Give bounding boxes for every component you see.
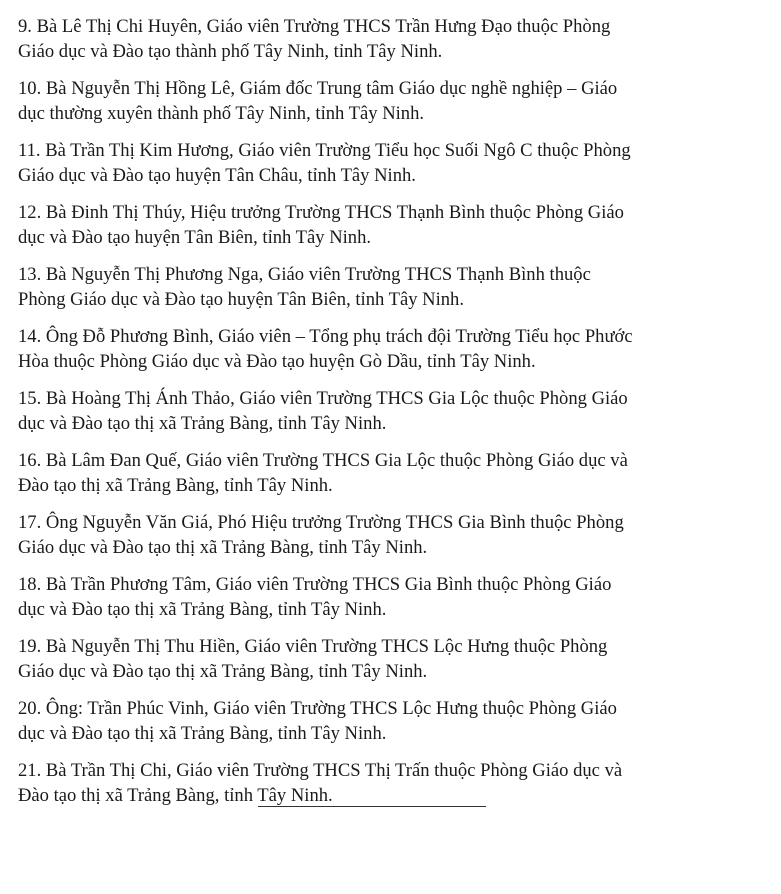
item-line-2: Phòng Giáo dục và Đào tạo huyện Tân Biên, tỉnh Tây Ninh. — [18, 289, 465, 310]
item-line-1: 17. Ông Nguyễn Văn Giá, Phó Hiệu trưởng Trường THCS Gia Bình thuộc Phòng — [18, 512, 624, 533]
end-divider — [258, 806, 486, 807]
item-line-2: Giáo dục và Đào tạo thị xã Trảng Bàng, tỉnh Tây Ninh. — [18, 661, 428, 682]
item-line-2: dục và Đào tạo thị xã Trảng Bàng, tỉnh Tây Ninh. — [18, 599, 387, 620]
item-line-1: 12. Bà Đinh Thị Thúy, Hiệu trưởng Trường THCS Thạnh Bình thuộc Phòng Giáo — [18, 202, 624, 223]
item-line-1: 11. Bà Trần Thị Kim Hương, Giáo viên Trường Tiểu học Suối Ngô C thuộc Phòng — [18, 140, 631, 161]
item-line-2: Giáo dục và Đào tạo thị xã Trảng Bàng, tỉnh Tây Ninh. — [18, 537, 428, 558]
list-item-21 — [18, 758, 758, 808]
item-line-1: 19. Bà Nguyễn Thị Thu Hiền, Giáo viên Trường THCS Lộc Hưng thuộc Phòng — [18, 636, 608, 657]
list-item-9 — [18, 14, 758, 64]
list-item-16 — [18, 448, 758, 498]
item-line-2: Hòa thuộc Phòng Giáo dục và Đào tạo huyện Gò Dầu, tỉnh Tây Ninh. — [18, 351, 536, 372]
item-line-1: 15. Bà Hoàng Thị Ánh Thảo, Giáo viên Trường THCS Gia Lộc thuộc Phòng Giáo — [18, 388, 628, 409]
list-item-10 — [18, 76, 758, 126]
item-line-1: 9. Bà Lê Thị Chi Huyên, Giáo viên Trường THCS Trần Hưng Đạo thuộc Phòng — [18, 16, 611, 37]
list-item-17 — [18, 510, 758, 560]
item-line-2: dục và Đào tạo thị xã Trảng Bàng, tỉnh Tây Ninh. — [18, 723, 387, 744]
document-page — [18, 14, 758, 820]
item-line-1: 14. Ông Đỗ Phương Bình, Giáo viên – Tổng phụ trách đội Trường Tiểu học Phước — [18, 326, 633, 347]
list-item-14 — [18, 324, 758, 374]
item-line-1: 20. Ông: Trần Phúc Vinh, Giáo viên Trường THCS Lộc Hưng thuộc Phòng Giáo — [18, 698, 617, 719]
list-item-18 — [18, 572, 758, 622]
list-item-12 — [18, 200, 758, 250]
item-line-1: 21. Bà Trần Thị Chi, Giáo viên Trường THCS Thị Trấn thuộc Phòng Giáo dục và — [18, 760, 623, 781]
list-item-11 — [18, 138, 758, 188]
item-line-2: dục và Đào tạo thị xã Trảng Bàng, tỉnh Tây Ninh. — [18, 413, 387, 434]
list-item-20 — [18, 696, 758, 746]
item-line-1: 16. Bà Lâm Đan Quế, Giáo viên Trường THCS Gia Lộc thuộc Phòng Giáo dục và — [18, 450, 628, 471]
list-item-15 — [18, 386, 758, 436]
item-line-2: dục thường xuyên thành phố Tây Ninh, tỉnh Tây Ninh. — [18, 103, 425, 124]
item-line-2: Đào tạo thị xã Trảng Bàng, tỉnh Tây Ninh. — [18, 475, 333, 496]
item-line-2: Giáo dục và Đào tạo thành phố Tây Ninh, tỉnh Tây Ninh. — [18, 41, 443, 62]
list-item-13 — [18, 262, 758, 312]
item-line-1: 10. Bà Nguyễn Thị Hồng Lê, Giám đốc Trung tâm Giáo dục nghề nghiệp – Giáo — [18, 78, 618, 99]
item-line-1: 13. Bà Nguyễn Thị Phương Nga, Giáo viên Trường THCS Thạnh Bình thuộc — [18, 264, 591, 285]
item-line-1: 18. Bà Trần Phương Tâm, Giáo viên Trường THCS Gia Bình thuộc Phòng Giáo — [18, 574, 612, 595]
item-line-2: Giáo dục và Đào tạo huyện Tân Châu, tỉnh Tây Ninh. — [18, 165, 416, 186]
item-line-2: Đào tạo thị xã Trảng Bàng, tỉnh Tây Ninh. — [18, 785, 333, 806]
item-line-2: dục và Đào tạo huyện Tân Biên, tỉnh Tây Ninh. — [18, 227, 372, 248]
list-item-19 — [18, 634, 758, 684]
